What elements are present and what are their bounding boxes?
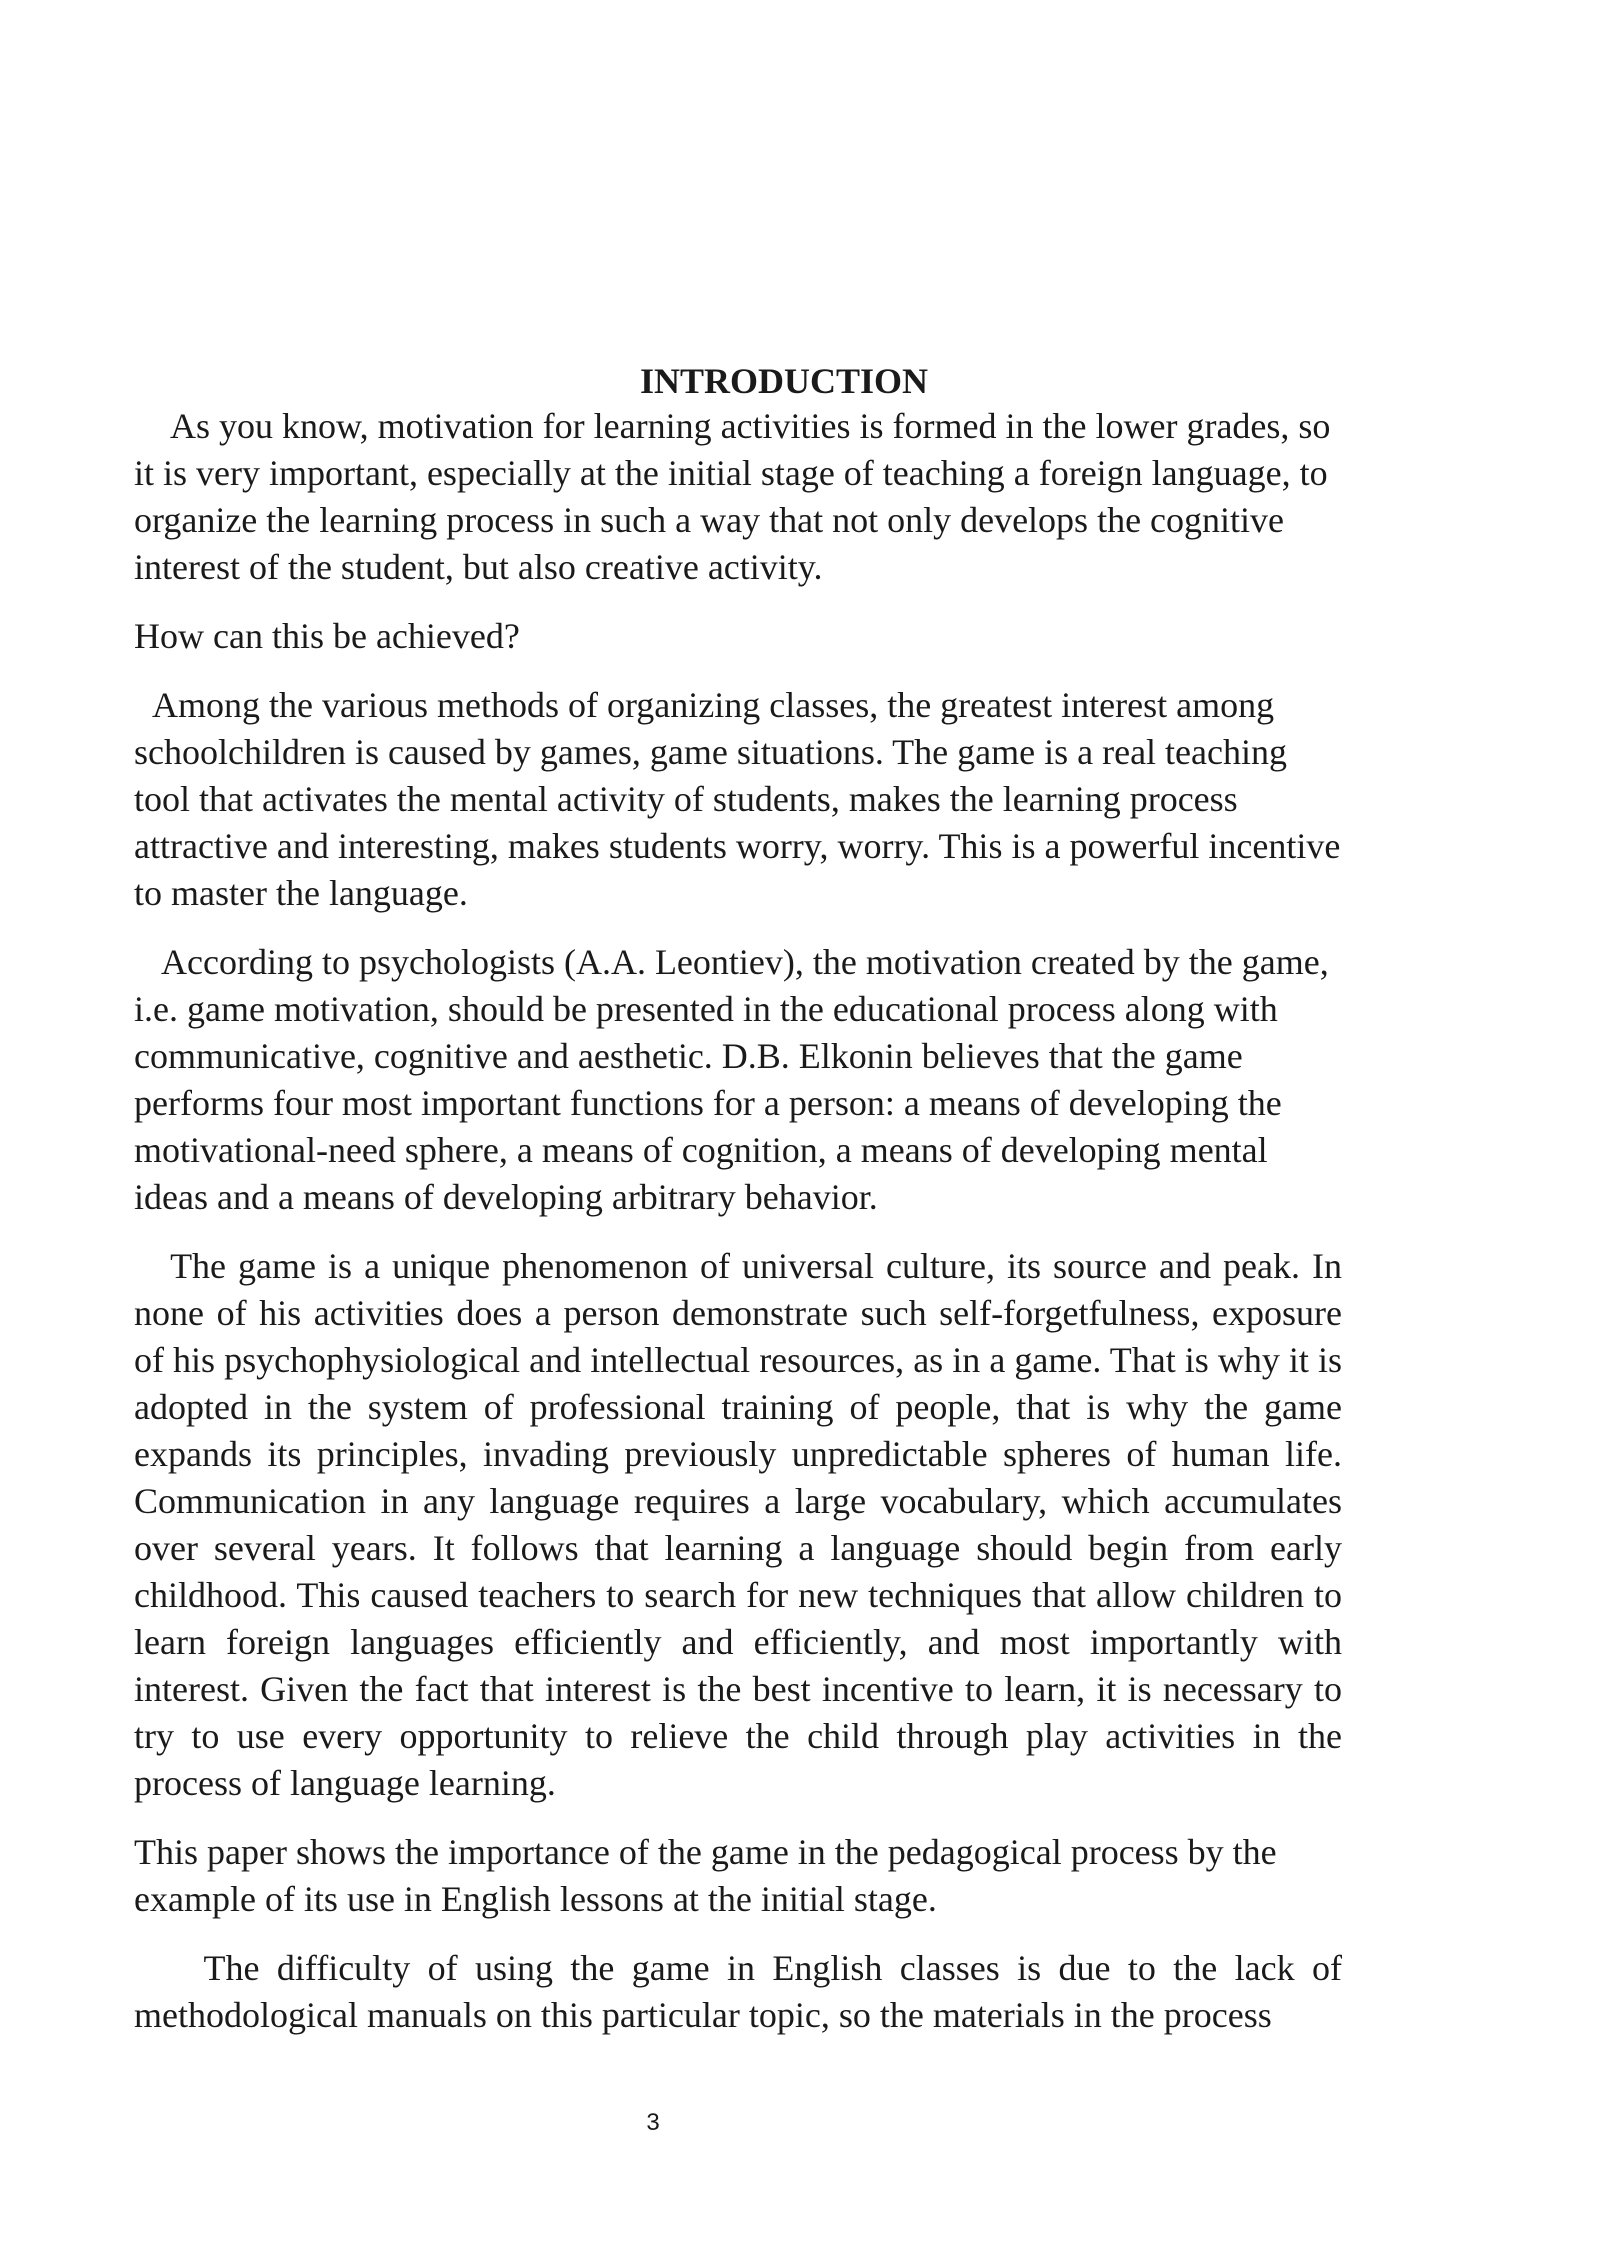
paragraph-3: Among the various methods of organizing classes, the greatest interest among schoolchildren is caused by games, game situations. The game is a real teaching tool that activates the mental activity of students, makes the learning process attractive and interesting, makes students worry, worry. This is a powerful incentive to master the language. <box>134 685 1341 913</box>
body-text <box>134 403 1342 2039</box>
page-title: INTRODUCTION <box>639 361 929 401</box>
page-number: 3 <box>646 2109 660 2136</box>
paragraph-2: How can this be achieved? <box>134 616 520 656</box>
paragraph-7: The difficulty of using the game in English classes is due to the lack of methodological manuals on this particular topic, so the materials in the process <box>134 1948 1342 2035</box>
paragraph-4: According to psychologists (A.A. Leontiev), the motivation created by the game, i.e. game motivation, should be presented in the educational process along with communicative, cognitive and aesthetic. D.B. Elkonin believes that the game performs four most important functions for a person: a means of developing the motivational-need sphere, a means of cognition, a means of developing mental ideas and a means of developing arbitrary behavior. <box>134 942 1329 1217</box>
paragraph-5: The game is a unique phenomenon of universal culture, its source and peak. In none of his activities does a person demonstrate such self-forgetfulness, exposure of his psychophysiological and intellectual resources, as in a game. That is why it is adopted in the system of professional training of people, that is why the game expands its principles, invading previously unpredictable spheres of human life. Communication in any language requires a large vocabulary, which accumulates over several years. It follows that learning a language should begin from early childhood. This caused teachers to search for new techniques that allow children to learn foreign languages efficiently and efficiently, and most importantly with interest. Given the fact that interest is the best incentive to learn, it is necessary to try to use every opportunity to relieve the child through play activities in the process of language learning. <box>134 1246 1342 1803</box>
paragraph-1: As you know, motivation for learning activities is formed in the lower grades, so it is very important, especially at the initial stage of teaching a foreign language, to organize the learning process in such a way that not only develops the cognitive interest of the student, but also creative activity. <box>134 406 1331 587</box>
paragraph-6: This paper shows the importance of the game in the pedagogical process by the example of its use in English lessons at the initial stage. <box>134 1832 1277 1919</box>
